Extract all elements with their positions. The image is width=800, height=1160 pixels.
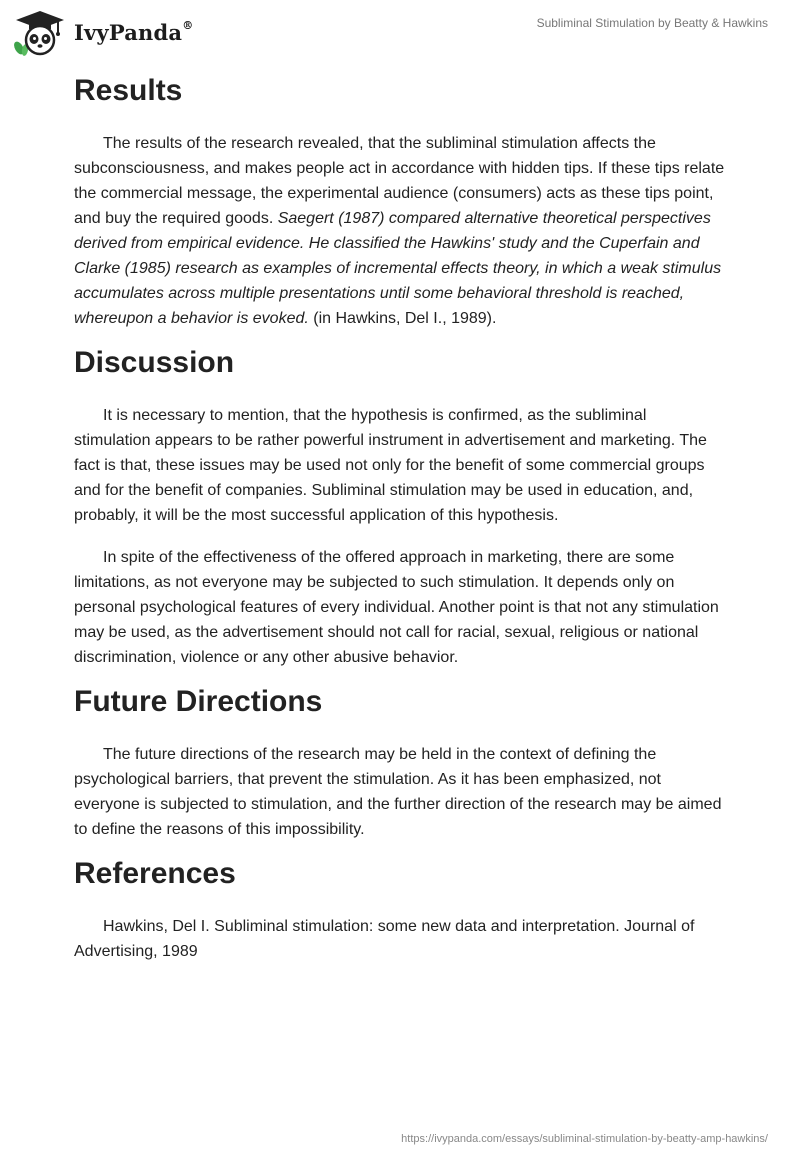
- future-directions-paragraph: The future directions of the research may be held in the context of defining the psychological barriers, that prevent the stimulation. As it has been emphasized, not everyone is subjected to stimulation, and the further direction of the research may be aimed to define the reasons of this impossibility.: [74, 746, 722, 838]
- page-header-title: Subliminal Stimulation by Beatty & Hawkins: [536, 16, 768, 30]
- discussion-paragraph-1: It is necessary to mention, that the hypothesis is confirmed, as the subliminal stimulation appears to be rather powerful instrument in advertisement and marketing. The fact is that, these issues may be used not only for the benefit of some commercial groups and for the benefit of companies. Subliminal stimulation may be used in education, and, probably, it will be the most successful application of this hypothesis.: [74, 407, 707, 524]
- references-heading: References: [74, 857, 236, 890]
- brand-logo[interactable]: [12, 8, 193, 56]
- discussion-paragraph-2: In spite of the effectiveness of the offered approach in marketing, there are some limitations, as not everyone may be subjected to such stimulation. It depends only on personal psychological features of every individual. Another point is that not any stimulation may be used, as the advertisement should not call for racial, sexual, religious or national discrimination, violence or any other abusive behavior.: [74, 549, 719, 666]
- brand-name: IvyPanda®: [74, 18, 194, 45]
- panda-logo-icon: [12, 8, 68, 56]
- future-directions-heading: Future Directions: [74, 685, 323, 718]
- essay-body: [74, 70, 726, 964]
- discussion-heading: Discussion: [74, 346, 235, 379]
- results-quote: Saegert (1987) compared alternative theoretical perspectives derived from empirical evidence. He classified the Hawkins' study and the Cuperfain and Clarke (1985) research as examples of incremental effects theory, in which a weak stimulus accumulates across multiple presentations until some behavioral threshold is reached, whereupon a behavior is evoked.: [74, 210, 722, 327]
- reference-item: Hawkins, Del I. Subliminal stimulation: some new data and interpretation. Journal of Advertising, 1989: [74, 918, 695, 960]
- results-heading: Results: [74, 74, 183, 107]
- results-paragraph: The results of the research revealed, that the subliminal stimulation affects the subconsciousness, and makes people act in accordance with hidden tips. If these tips relate the commercial message, the experimental audience (consumers) acts as these tips point, and buy the required goods. Saegert (1987) compared alternative theoretical perspectives derived from empirical evidence. He classified the Hawkins' study and the Cuperfain and Clarke (1985) research as examples of incremental effects theory, in which a weak stimulus accumulates across multiple presentations until some behavioral threshold is reached, whereupon a behavior is evoked. (in Hawkins, Del I., 1989).: [74, 135, 725, 327]
- registered-mark: ®: [182, 18, 194, 32]
- source-url[interactable]: https://ivypanda.com/essays/subliminal-stimulation-by-beatty-amp-hawkins/: [401, 1133, 768, 1145]
